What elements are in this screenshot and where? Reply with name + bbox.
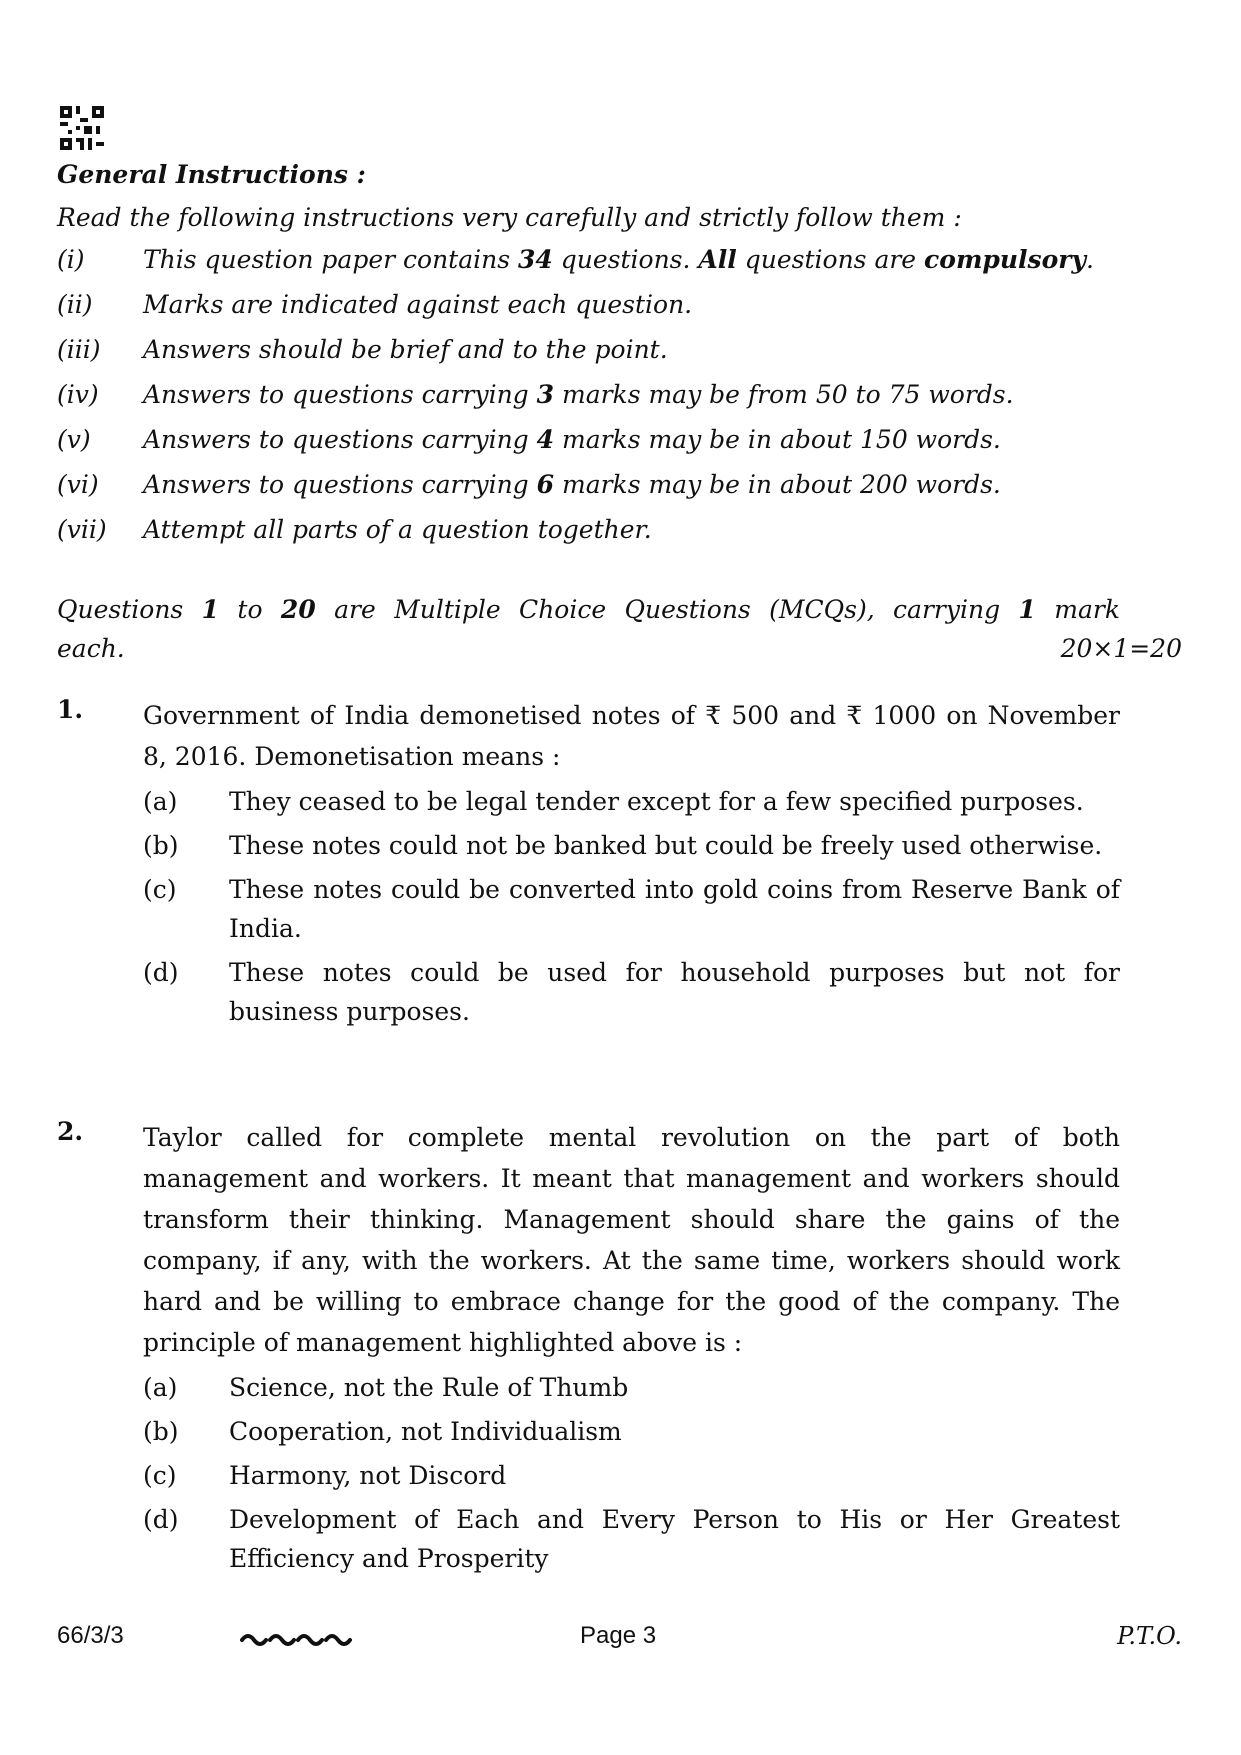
question-stem: Government of India demonetised notes of ₹ 500 and ₹ 1000 on November 8, 2016. Demonetisation means : <box>143 701 1120 771</box>
option-text: Development of Each and Every Person to His or Her Greatest Efficiency and Prosperity <box>229 1505 1120 1573</box>
instruction-item <box>57 425 1127 470</box>
general-instructions-intro: Read the following instructions very carefully and strictly follow them : <box>57 203 962 232</box>
option-text: These notes could be converted into gold coins from Reserve Bank of India. <box>229 875 1120 943</box>
option-label: (c) <box>143 875 177 904</box>
option-label: (c) <box>143 1461 177 1490</box>
option-d <box>143 953 1120 1031</box>
mcq-section-note-end: each. <box>57 634 125 663</box>
option-text: Harmony, not Discord <box>229 1461 507 1490</box>
instruction-number: (iv) <box>57 380 99 409</box>
qr-code-icon <box>60 106 104 150</box>
instruction-item <box>57 515 1127 560</box>
instruction-number: (vi) <box>57 470 99 499</box>
question-number: 1. <box>57 695 84 724</box>
instruction-number: (ii) <box>57 290 93 319</box>
option-a <box>143 782 1120 821</box>
instruction-text: Answers to questions carrying 3 marks may be from 50 to 75 words. <box>143 380 1014 409</box>
instruction-item <box>57 380 1127 425</box>
instruction-item <box>57 335 1127 380</box>
option-text: They ceased to be legal tender except for a few specified purposes. <box>229 787 1084 816</box>
instruction-item <box>57 245 1127 290</box>
option-b <box>143 1412 1120 1451</box>
option-label: (b) <box>143 831 179 860</box>
option-c <box>143 870 1120 948</box>
instruction-text: Marks are indicated against each question. <box>143 290 693 319</box>
option-label: (d) <box>143 958 179 987</box>
instruction-text: Answers should be brief and to the point. <box>143 335 668 364</box>
option-text: These notes could be used for household purposes but not for business purposes. <box>229 958 1120 1026</box>
instructions-list <box>57 245 1127 560</box>
option-c <box>143 1456 1120 1495</box>
question-1 <box>57 695 1120 1031</box>
instruction-number: (i) <box>57 245 85 274</box>
instruction-number: (iii) <box>57 335 101 364</box>
wave-ornament-icon <box>240 1626 352 1650</box>
question-number: 2. <box>57 1117 84 1146</box>
option-a <box>143 1368 1120 1407</box>
instruction-number: (v) <box>57 425 91 454</box>
option-text: These notes could not be banked but could be freely used otherwise. <box>229 831 1103 860</box>
instruction-item <box>57 290 1127 335</box>
page-footer <box>0 1622 1241 1662</box>
instruction-number: (vii) <box>57 515 107 544</box>
question-stem: Taylor called for complete mental revolution on the part of both management and workers. It meant that management and workers should transform their thinking. Management should share the gains of the company, if any, with the workers. At the same time, workers should work hard and be willing to embrace change for the good of the company. The principle of management highlighted above is : <box>143 1123 1120 1357</box>
instruction-text: Answers to questions carrying 4 marks may be in about 150 words. <box>143 425 1001 454</box>
option-d <box>143 1500 1120 1578</box>
paper-code: 66/3/3 <box>57 1622 124 1649</box>
option-label: (d) <box>143 1505 179 1534</box>
general-instructions-heading: General Instructions : <box>57 160 366 189</box>
mcq-section-note: Questions 1 to 20 are Multiple Choice Questions (MCQs), carrying 1 mark <box>57 595 1120 624</box>
instruction-item <box>57 470 1127 515</box>
mcq-section-marks: 20×1=20 <box>1060 634 1182 663</box>
option-label: (a) <box>143 1373 178 1402</box>
instruction-text: Answers to questions carrying 6 marks may be in about 200 words. <box>143 470 1001 499</box>
option-text: Cooperation, not Individualism <box>229 1417 622 1446</box>
option-text: Science, not the Rule of Thumb <box>229 1373 629 1402</box>
option-label: (b) <box>143 1417 179 1446</box>
page-number: Page 3 <box>580 1622 657 1649</box>
question-2 <box>57 1117 1120 1578</box>
option-label: (a) <box>143 787 178 816</box>
option-b <box>143 826 1120 865</box>
instruction-text: Attempt all parts of a question together. <box>143 515 652 544</box>
instruction-text: This question paper contains 34 questions. All questions are compulsory. <box>143 245 1094 274</box>
pto-label: P.T.O. <box>1117 1622 1182 1650</box>
